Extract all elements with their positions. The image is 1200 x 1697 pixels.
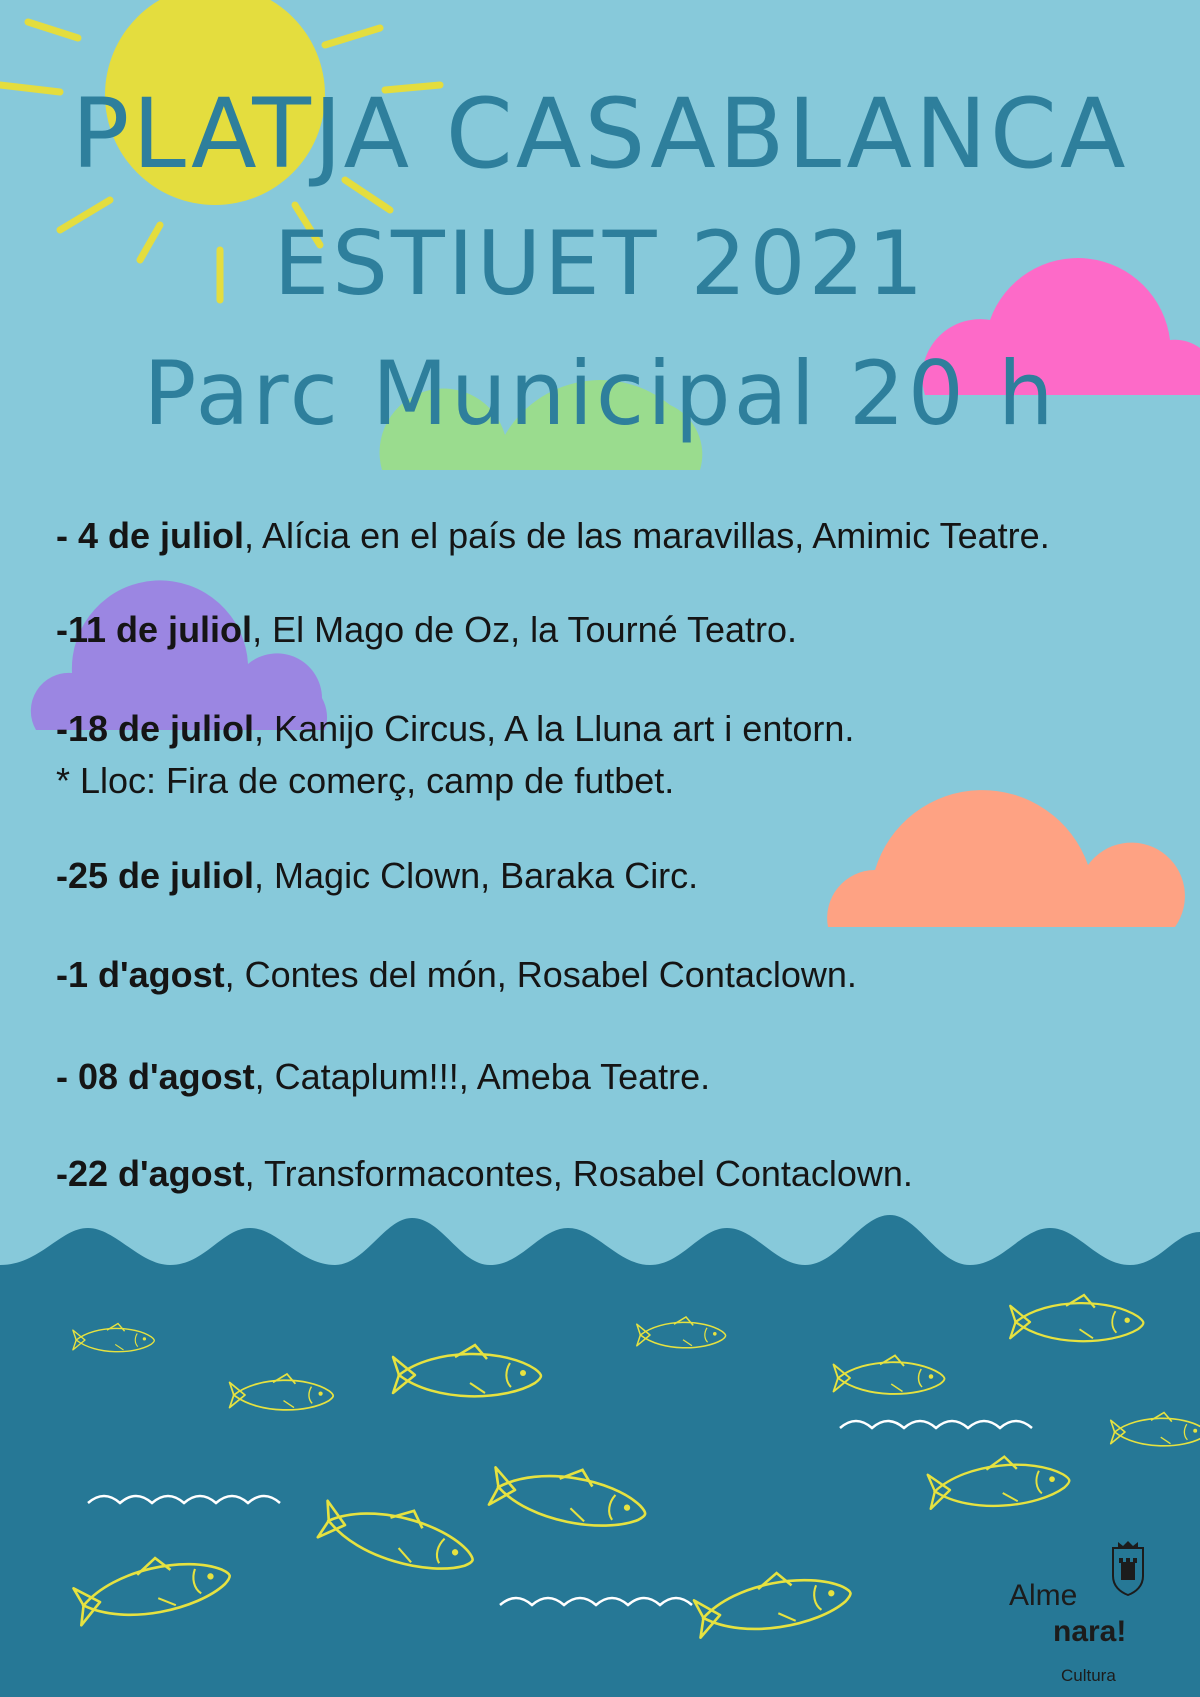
event-item	[56, 1051, 1176, 1103]
event-date: -11 de juliol	[56, 609, 253, 650]
event-note: * Lloc: Fira de comerç, camp de futbet.	[56, 760, 675, 801]
almenara-logo	[1005, 1540, 1155, 1690]
title-line-2: ESTIUET 2021	[273, 212, 927, 315]
event-item	[56, 949, 1176, 1001]
logo-department: Cultura	[1061, 1666, 1116, 1685]
event-date: -18 de juliol	[56, 708, 255, 749]
event-text: , Contes del món, Rosabel Contaclown.	[224, 954, 857, 995]
event-text: , Magic Clown, Baraka Circ.	[254, 855, 699, 896]
event-text: , Transformacontes, Rosabel Contaclown.	[244, 1153, 913, 1194]
event-item	[56, 510, 1176, 562]
logo-line-1: Alme	[1009, 1579, 1078, 1612]
event-text: , Kanijo Circus, A la Lluna art i entorn.	[254, 708, 855, 749]
logo-text	[1009, 1578, 1126, 1650]
event-text: , Cataplum!!!, Ameba Teatre.	[254, 1056, 711, 1097]
event-date: - 08 d'agost	[56, 1056, 255, 1097]
title-line-3: Parc Municipal 20 h	[143, 342, 1057, 445]
logo-line-2: nara!	[1053, 1615, 1127, 1648]
event-text: , Alícia en el país de las maravillas, Amimic Teatre.	[244, 515, 1050, 556]
event-date: -22 d'agost	[56, 1153, 245, 1194]
event-date: -1 d'agost	[56, 954, 225, 995]
event-date: - 4 de juliol	[56, 515, 245, 556]
event-date: -25 de juliol	[56, 855, 255, 896]
event-item	[56, 703, 1176, 807]
event-item	[56, 1148, 1176, 1200]
event-item	[56, 604, 1176, 656]
event-item	[56, 850, 1176, 902]
event-text: , El Mago de Oz, la Tourné Teatro.	[252, 609, 798, 650]
title-line-1: PLATJA CASABLANCA	[71, 78, 1129, 190]
